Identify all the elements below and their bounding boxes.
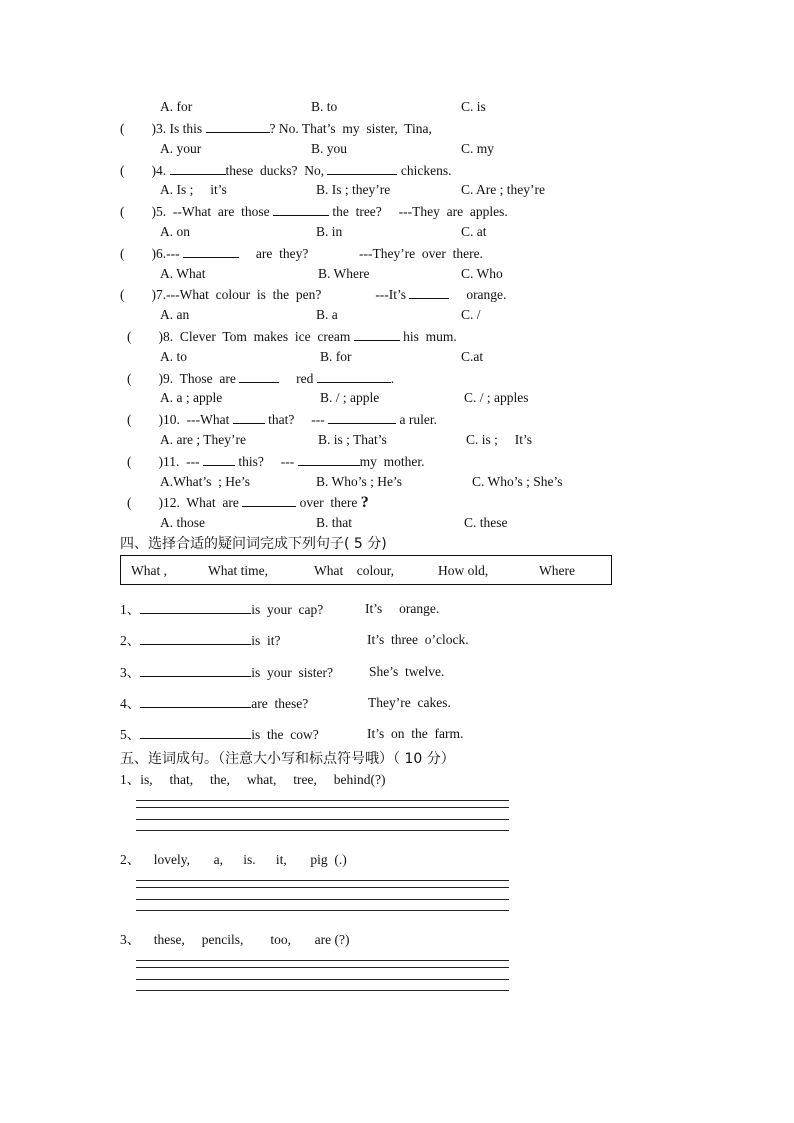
q4-option-a: A. Is ; it’s bbox=[160, 182, 227, 197]
writing-line[interactable] bbox=[136, 819, 509, 820]
q2-option-b: B. to bbox=[311, 99, 338, 114]
word-bank-item: What , bbox=[131, 563, 167, 578]
word-bank-item: How old, bbox=[438, 563, 489, 578]
s4-item-5: 5、 is the cow? bbox=[120, 727, 319, 742]
q11-option-a: A.What’s ; He’s bbox=[160, 474, 250, 489]
writing-line[interactable] bbox=[136, 887, 509, 888]
q12-stem: ( )12. What are over there ? bbox=[127, 494, 369, 511]
q6-stem: ( )6.--- are they? ---They’re over there. bbox=[120, 246, 484, 261]
s4-answer-1: It’s orange. bbox=[365, 601, 440, 616]
q6-option-b: B. Where bbox=[318, 266, 370, 281]
q10-option-c: C. is ; It’s bbox=[466, 432, 533, 447]
fill-blank[interactable] bbox=[409, 286, 449, 299]
q12-option-c: C. these bbox=[464, 515, 508, 530]
q6-option-a: A. What bbox=[160, 266, 206, 281]
s4-item-2: 2、 is it? bbox=[120, 633, 281, 648]
q9-stem: ( )9. Those are red . bbox=[127, 371, 395, 386]
s5-item-3: 3、 these, pencils, too, are (?) bbox=[120, 932, 350, 947]
fill-blank[interactable] bbox=[317, 370, 391, 383]
fill-blank[interactable] bbox=[140, 632, 251, 645]
q10-option-a: A. are ; They’re bbox=[160, 432, 246, 447]
answer-paren[interactable]: ( ) bbox=[127, 454, 163, 469]
fill-blank[interactable] bbox=[242, 494, 296, 507]
q2-option-a: A. for bbox=[160, 99, 193, 114]
q11-stem: ( )11. --- this? --- my mother. bbox=[127, 454, 425, 469]
q5-option-b: B. in bbox=[316, 224, 343, 239]
q8-stem: ( )8. Clever Tom makes ice cream his mum. bbox=[127, 329, 457, 344]
writing-line[interactable] bbox=[136, 807, 509, 808]
fill-blank[interactable] bbox=[140, 601, 251, 614]
q5-option-c: C. at bbox=[461, 224, 487, 239]
q5-option-a: A. on bbox=[160, 224, 190, 239]
q3-option-c: C. my bbox=[461, 141, 495, 156]
q8-option-b: B. for bbox=[320, 349, 352, 364]
q9-option-c: C. / ; apples bbox=[464, 390, 529, 405]
writing-line[interactable] bbox=[136, 880, 509, 881]
fill-blank[interactable] bbox=[206, 120, 270, 133]
writing-line[interactable] bbox=[136, 899, 509, 900]
q9-option-b: B. / ; apple bbox=[320, 390, 380, 405]
q10-stem: ( )10. ---What that? --- a ruler. bbox=[127, 412, 437, 427]
q12-option-a: A. those bbox=[160, 515, 205, 530]
writing-line[interactable] bbox=[136, 960, 509, 961]
answer-paren[interactable]: ( ) bbox=[127, 371, 163, 386]
q9-option-a: A. a ; apple bbox=[160, 390, 223, 405]
answer-paren[interactable]: ( ) bbox=[120, 287, 156, 302]
s4-item-4: 4、 are these? bbox=[120, 696, 309, 711]
fill-blank[interactable] bbox=[327, 162, 397, 175]
word-bank-item: What time, bbox=[208, 563, 268, 578]
q2-option-c: C. is bbox=[461, 99, 486, 114]
q7-option-c: C. / bbox=[461, 307, 481, 322]
writing-line[interactable] bbox=[136, 800, 509, 801]
q5-stem: ( )5. --What are those the tree? ---They are apples. bbox=[120, 204, 508, 219]
q3-option-a: A. your bbox=[160, 141, 202, 156]
answer-paren[interactable]: ( ) bbox=[127, 412, 163, 427]
word-bank-item: Where bbox=[539, 563, 575, 578]
answer-paren[interactable]: ( ) bbox=[120, 121, 156, 136]
s4-answer-4: They’re cakes. bbox=[368, 695, 451, 710]
q11-option-b: B. Who’s ; He’s bbox=[316, 474, 403, 489]
q7-option-a: A. an bbox=[160, 307, 190, 322]
word-bank-item: What colour, bbox=[314, 563, 395, 578]
writing-line[interactable] bbox=[136, 990, 509, 991]
word-bank bbox=[120, 555, 612, 585]
answer-paren[interactable]: ( ) bbox=[127, 495, 163, 510]
q4-option-b: B. Is ; they’re bbox=[316, 182, 391, 197]
fill-blank[interactable] bbox=[273, 203, 329, 216]
section-4-title: 四、选择合适的疑问词完成下列句子( 5 分) bbox=[120, 536, 387, 552]
fill-blank[interactable] bbox=[183, 245, 239, 258]
s4-answer-2: It’s three o’clock. bbox=[367, 632, 469, 647]
s4-item-1: 1、 is your cap? bbox=[120, 602, 324, 617]
q4-stem: ( )4. these ducks? No, chickens. bbox=[120, 163, 452, 178]
fill-blank[interactable] bbox=[203, 453, 235, 466]
s4-answer-3: She’s twelve. bbox=[369, 664, 445, 679]
q12-option-b: B. that bbox=[316, 515, 352, 530]
writing-line[interactable] bbox=[136, 967, 509, 968]
answer-paren[interactable]: ( ) bbox=[120, 204, 156, 219]
s4-item-3: 3、 is your sister? bbox=[120, 665, 333, 680]
writing-line[interactable] bbox=[136, 910, 509, 911]
fill-blank[interactable] bbox=[140, 695, 251, 708]
fill-blank[interactable] bbox=[298, 453, 360, 466]
fill-blank[interactable] bbox=[354, 328, 400, 341]
section-5-title: 五、连词成句。（注意大小写和标点符号哦）（ 10 分） bbox=[120, 751, 455, 767]
s4-answer-5: It’s on the farm. bbox=[367, 726, 464, 741]
q6-option-c: C. Who bbox=[461, 266, 503, 281]
q3-stem: ( )3. Is this ? No. That’s my sister, Tina, bbox=[120, 121, 432, 136]
fill-blank[interactable] bbox=[233, 411, 265, 424]
q4-option-c: C. Are ; they’re bbox=[461, 182, 545, 197]
q10-option-b: B. is ; That’s bbox=[318, 432, 387, 447]
answer-paren[interactable]: ( ) bbox=[120, 163, 156, 178]
s5-item-1: 1、is, that, the, what, tree, behind(?) bbox=[120, 772, 386, 787]
q11-option-c: C. Who’s ; She’s bbox=[472, 474, 563, 489]
fill-blank[interactable] bbox=[140, 664, 251, 677]
fill-blank[interactable] bbox=[140, 726, 251, 739]
answer-paren[interactable]: ( ) bbox=[120, 246, 156, 261]
q8-option-c: C.at bbox=[461, 349, 484, 364]
writing-line[interactable] bbox=[136, 830, 509, 831]
q7-stem: ( )7.---What colour is the pen? ---It’s orange. bbox=[120, 287, 507, 302]
q8-option-a: A. to bbox=[160, 349, 187, 364]
fill-blank[interactable] bbox=[328, 411, 396, 424]
q3-option-b: B. you bbox=[311, 141, 348, 156]
fill-blank[interactable] bbox=[239, 370, 279, 383]
fill-blank[interactable] bbox=[170, 162, 226, 175]
s5-item-2: 2、 lovely, a, is. it, pig (.) bbox=[120, 852, 347, 867]
writing-line[interactable] bbox=[136, 979, 509, 980]
q7-option-b: B. a bbox=[316, 307, 338, 322]
answer-paren[interactable]: ( ) bbox=[127, 329, 163, 344]
